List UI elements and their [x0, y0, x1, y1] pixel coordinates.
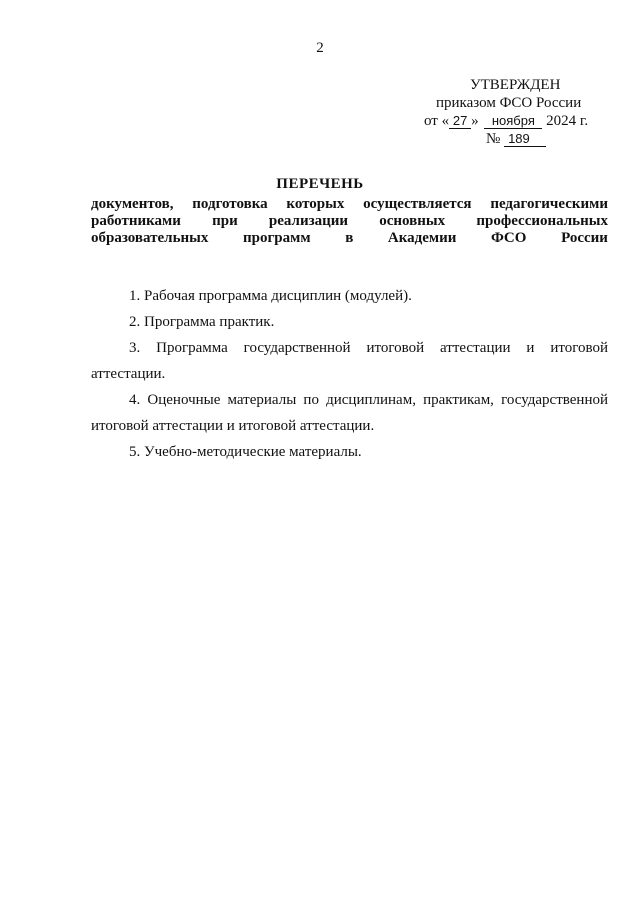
approval-number-line: [400, 130, 640, 148]
list-item: 5. Учебно-методические материалы.: [129, 444, 362, 460]
date-month: ноября: [484, 114, 542, 129]
subheading-word: профессиональных: [476, 213, 608, 229]
subheading-word: Академии: [387, 230, 457, 246]
subheading-word: в: [345, 230, 354, 246]
approval-stamp: [400, 76, 640, 148]
document-subheading: [91, 196, 608, 247]
list-item: 1. Рабочая программа дисциплин (модулей).: [129, 288, 412, 304]
number-prefix: №: [486, 131, 501, 147]
approval-title: УТВЕРЖДЕН: [470, 77, 561, 93]
list-item: 4. Оценочные материалы по дисциплинам, практикам, государственной итоговой аттестации и итоговой аттестации.: [91, 392, 608, 434]
subheading-row: [91, 213, 608, 230]
subheading-word: ФСО: [491, 230, 527, 246]
subheading-word: педагогическими: [490, 196, 608, 212]
date-mid: »: [471, 113, 479, 129]
date-year: 2024 г.: [546, 113, 589, 129]
list-item: 2. Программа практик.: [129, 314, 275, 330]
subheading-word: которых: [286, 196, 345, 212]
subheading-word: работниками: [91, 213, 181, 229]
subheading-row: [91, 230, 608, 247]
subheading-word: программ: [242, 230, 311, 246]
subheading-word: России: [561, 230, 608, 246]
subheading-word: реализации: [268, 213, 349, 229]
subheading-word: основных: [379, 213, 446, 229]
subheading-word: при: [212, 213, 238, 229]
page-number: 2: [316, 40, 324, 56]
subheading-row: [91, 196, 608, 213]
order-number: 189: [504, 132, 546, 147]
approval-order-line: приказом ФСО России: [436, 95, 582, 111]
date-prefix: от «: [424, 113, 450, 129]
approval-date-line: [400, 112, 640, 130]
subheading-word: образовательных: [91, 230, 209, 246]
subheading-word: подготовка: [192, 196, 268, 212]
date-day: 27: [449, 114, 471, 129]
document-heading: ПЕРЕЧЕНЬ: [276, 176, 364, 192]
document-list: [91, 283, 608, 465]
list-item: 3. Программа государственной итоговой аттестации и итоговой аттестации.: [91, 340, 608, 382]
subheading-word: осуществляется: [363, 196, 472, 212]
subheading-word: документов,: [91, 196, 174, 212]
